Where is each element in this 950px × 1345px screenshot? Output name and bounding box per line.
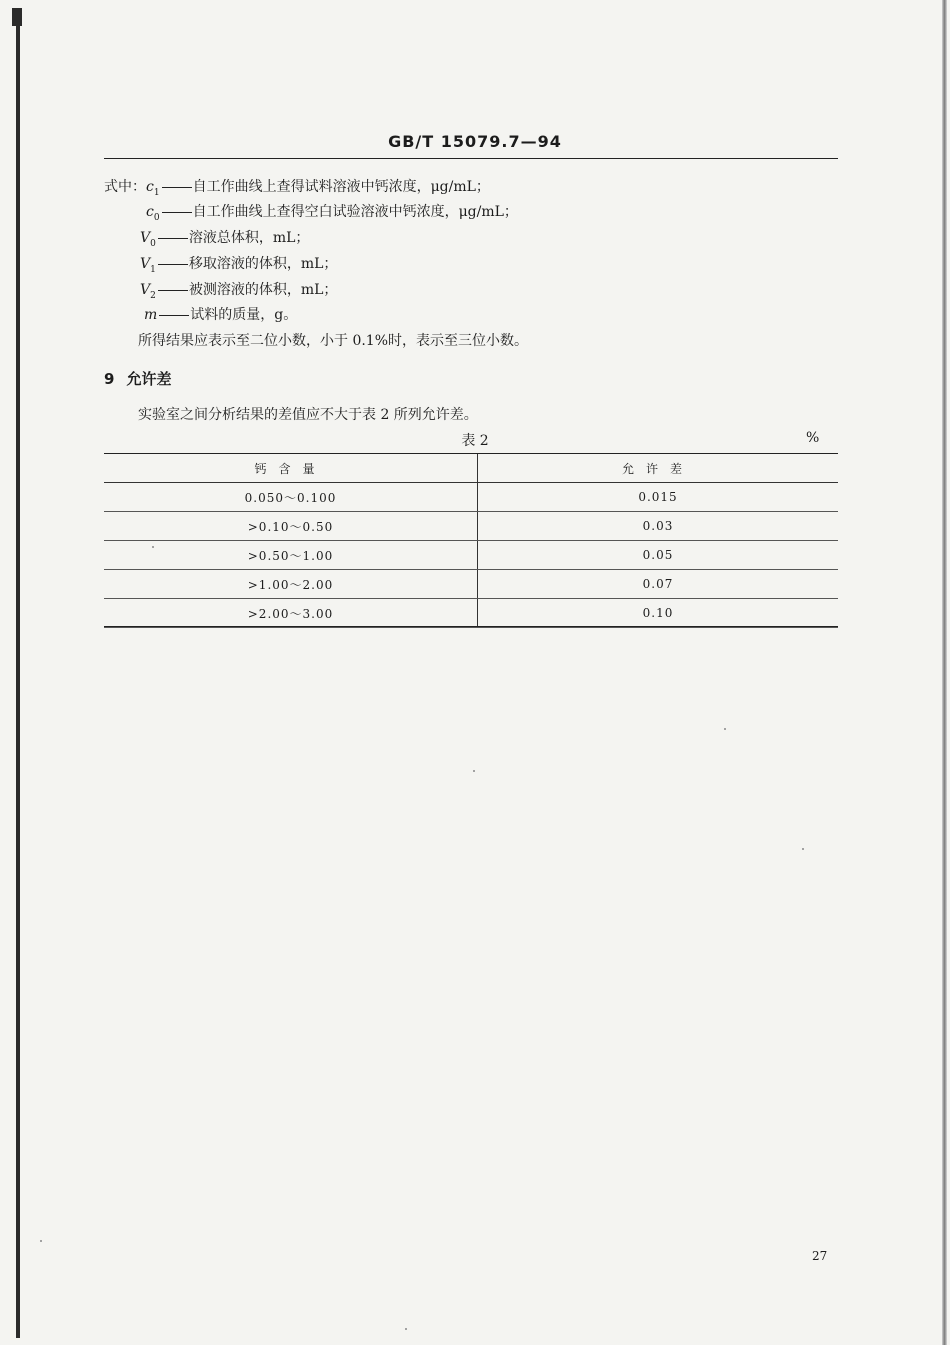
cell-tolerance: 0.10 [478,599,839,628]
em-dash [158,264,188,265]
table-unit: % [806,430,820,446]
legend-item [140,281,337,305]
column-header-calcium-content: 钙含量 [104,454,478,483]
section-number: 9 [104,370,115,388]
scan-speck [405,1328,407,1330]
cell-calcium-content: >1.00～2.00 [104,570,478,599]
cell-tolerance: 0.07 [478,570,839,599]
legend-description: 移取溶液的体积，mL； [188,256,338,272]
cell-calcium-content: >2.00～3.00 [104,599,478,628]
legend-symbol: $c_0$ [146,204,160,223]
legend-symbol: m [144,307,158,323]
table-row [104,599,838,628]
em-dash [158,290,188,291]
legend-symbol: $c_1$ [146,179,160,198]
header-rule [104,158,838,159]
legend-description: 试料的质量，g。 [190,307,298,323]
cell-calcium-content: >0.50～1.00 [104,541,478,570]
scan-speck [724,728,726,730]
page-number: 27 [812,1249,828,1263]
section-paragraph: 实验室之间分析结果的差值应不大于表 2 所列允许差。 [138,407,478,423]
cell-calcium-content: 0.050～0.100 [104,483,478,512]
cell-tolerance: 0.03 [478,512,839,541]
em-dash [159,315,189,316]
legend-intro: 式中： [104,179,146,195]
table-header-row [104,454,838,483]
em-dash [162,212,192,213]
standard-number: GB/T 15079.7—94 [388,132,562,151]
section-title: 允许差 [126,370,172,388]
scan-speck [152,546,154,548]
cell-tolerance: 0.015 [478,483,839,512]
cell-calcium-content: >0.10～0.50 [104,512,478,541]
scan-speck [802,848,804,850]
legend-symbol: $V_2$ [140,282,156,301]
section-heading [104,368,171,389]
em-dash [158,238,188,239]
table-row [104,570,838,599]
scan-speck [473,770,475,772]
cell-tolerance: 0.05 [478,541,839,570]
table-row [104,483,838,512]
column-header-tolerance: 允许差 [478,454,839,483]
legend-description: 溶液总体积，mL； [188,230,310,246]
tolerance-table [104,454,838,628]
legend-description: 被测溶液的体积，mL； [188,282,338,298]
table-bottom-rule [104,626,838,627]
legend-item [146,203,518,227]
legend-item [140,229,309,253]
legend-description: 自工作曲线上查得试料溶液中钙浓度，μg/mL； [192,179,490,195]
table-row [104,512,838,541]
legend-item [144,306,297,330]
legend-symbol: $V_1$ [140,256,156,275]
legend-item [140,255,337,279]
result-note: 所得结果应表示至二位小数，小于 0.1%时，表示至三位小数。 [138,333,529,349]
em-dash [162,187,192,188]
legend-symbol: $V_0$ [140,230,156,249]
table-row [104,541,838,570]
legend-item [104,178,490,202]
scan-speck [40,1240,42,1242]
legend-description: 自工作曲线上查得空白试验溶液中钙浓度，μg/mL； [192,204,518,220]
scan-edge-right [942,0,947,1345]
scan-edge-left [16,8,20,1338]
table-caption: 表 2 [461,433,489,449]
